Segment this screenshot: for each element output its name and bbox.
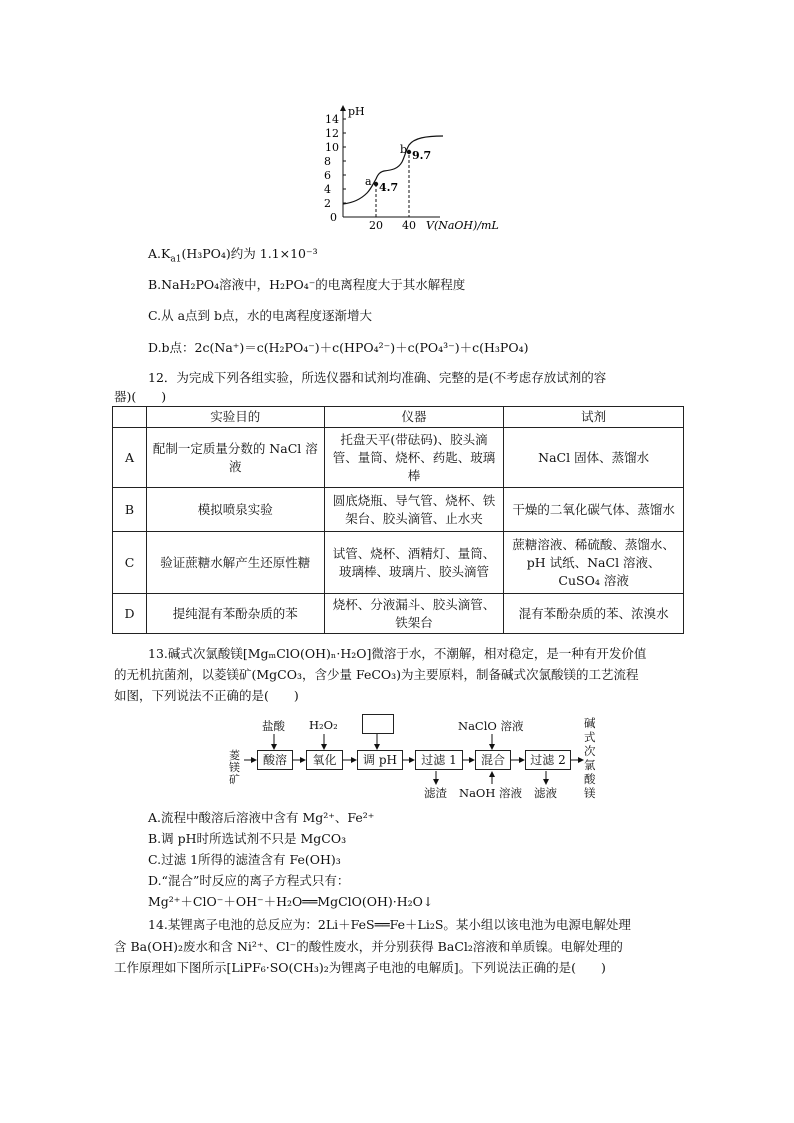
q11-option-a	[148, 246, 318, 268]
titration-graph	[0, 0, 794, 240]
flow-product: 碱式次氯酸镁	[584, 716, 596, 800]
q13-stem-line1: 13.碱式次氯酸镁[MgₘClO(OH)ₙ·H₂O]微溶于水，不潮解，相对稳定，是一种有开发价值	[148, 646, 647, 661]
flow-hcl: 盐酸	[262, 719, 285, 733]
x-tick-0: 0	[330, 211, 337, 224]
flow-naclo: NaClO 溶液	[458, 719, 524, 733]
flow-blank-box	[362, 714, 394, 734]
flow-step-oxidize: 氧化	[306, 750, 343, 770]
row-purpose: 模拟喷泉实验	[146, 488, 324, 532]
q11-option-b: B.NaH₂PO₄溶液中，H₂PO₄⁻的电离程度大于其水解程度	[148, 277, 466, 292]
flow-residue: 滤渣	[424, 786, 447, 800]
q13-option-a: A.流程中酸溶后溶液中含有 Mg²⁺、Fe²⁺	[148, 810, 375, 825]
row-reagents: NaCl 固体、蒸馏水	[504, 428, 684, 488]
flow-h2o2: H₂O₂	[309, 718, 338, 732]
flow-step-filter1: 过滤 1	[415, 750, 463, 770]
q13-stem-line3: 如图，下列说法不正确的是( )	[114, 688, 299, 703]
q12-table	[112, 406, 684, 634]
q11-a-rest: (H₃PO₄)约为 1.1×10⁻³	[181, 246, 318, 261]
flow-step-filter2: 过滤 2	[525, 750, 571, 770]
point-b-value: 9.7	[412, 149, 432, 162]
y-tick-4: 4	[324, 183, 331, 196]
row-instruments: 烧杯、分液漏斗、胶头滴管、铁架台	[324, 594, 504, 634]
table-row	[113, 594, 684, 634]
row-key: C	[113, 532, 147, 594]
point-a-marker	[374, 182, 378, 186]
y-label: pH	[348, 105, 365, 118]
x-tick-40: 40	[402, 219, 416, 232]
row-reagents: 干燥的二氧化碳气体、蒸馏水	[504, 488, 684, 532]
row-instruments: 试管、烧杯、酒精灯、量筒、玻璃棒、玻璃片、胶头滴管	[324, 532, 504, 594]
row-purpose: 提纯混有苯酚杂质的苯	[146, 594, 324, 634]
x-label: V(NaOH)/mL	[426, 219, 499, 232]
q13-stem-line2: 的无机抗菌剂，以菱镁矿(MgCO₃，含少量 FeCO₃)为主要原料，制备碱式次氯酸镁的工艺流程	[114, 667, 639, 682]
row-purpose: 验证蔗糖水解产生还原性糖	[146, 532, 324, 594]
q13-option-c: C.过滤 1所得的滤渣含有 Fe(OH)₃	[148, 852, 341, 867]
point-a-label: a	[365, 175, 372, 188]
table-row	[113, 428, 684, 488]
row-key: D	[113, 594, 147, 634]
x-tick-20: 20	[369, 219, 383, 232]
row-reagents: 蔗糖溶液、稀硫酸、蒸馏水、pH 试纸、NaCl 溶液、CuSO₄ 溶液	[504, 532, 684, 594]
header-reagents: 试剂	[504, 407, 684, 428]
q14-stem-line1: 14.某锂离子电池的总反应为：2Li＋FeS══Fe＋Li₂S。某小组以该电池为电源电解处理	[148, 917, 631, 932]
y-tick-14: 14	[325, 113, 339, 126]
table-row	[113, 532, 684, 594]
table-row	[113, 488, 684, 532]
table-header-row	[113, 407, 684, 428]
q12-stem-line2: 器)( )	[114, 389, 167, 404]
row-key: B	[113, 488, 147, 532]
y-tick-12: 12	[325, 127, 339, 140]
y-tick-2: 2	[324, 197, 331, 210]
q11-option-c: C.从 a点到 b点，水的电离程度逐渐增大	[148, 308, 372, 323]
q11-option-d: D.b点：2c(Na⁺)＝c(H₂PO₄⁻)＋c(HPO₄²⁻)＋c(PO₄³⁻)＋c(H₃PO₄)	[148, 340, 529, 355]
y-tick-10: 10	[325, 141, 339, 154]
q13-option-d: D.“混合”时反应的离子方程式只有：	[148, 873, 350, 888]
header-instruments: 仪器	[324, 407, 504, 428]
q11-a-prefix: A.K	[148, 246, 171, 261]
q12-stem-line1: 12．为完成下列各组实验，所选仪器和试剂均准确、完整的是(不考虑存放试剂的容	[148, 370, 607, 385]
flow-naoh: NaOH 溶液	[459, 786, 523, 800]
row-purpose: 配制一定质量分数的 NaCl 溶液	[146, 428, 324, 488]
flow-step-acid-dissolve: 酸溶	[257, 750, 293, 770]
row-instruments: 托盘天平(带砝码)、胶头滴管、量筒、烧杯、药匙、玻璃棒	[324, 428, 504, 488]
flow-step-adjust-ph: 调 pH	[357, 750, 403, 770]
header-key	[113, 407, 147, 428]
q13-option-d-equation: Mg²⁺＋ClO⁻＋OH⁻＋H₂O══MgClO(OH)·H₂O↓	[148, 894, 434, 909]
q13-option-b: B.调 pH时所选试剂不只是 MgCO₃	[148, 831, 347, 846]
point-b-marker	[407, 150, 411, 154]
y-tick-6: 6	[324, 169, 331, 182]
q11-a-sub: a1	[170, 254, 182, 265]
q14-stem-line3: 工作原理如下图所示[LiPF₆·SO(CH₃)₂为锂离子电池的电解质]。下列说法正确的是( )	[114, 960, 606, 975]
flow-raw-material: 菱镁矿	[229, 749, 240, 786]
row-reagents: 混有苯酚杂质的苯、浓溴水	[504, 594, 684, 634]
flow-filtrate: 滤液	[534, 786, 557, 800]
point-b-label: b	[400, 143, 408, 156]
point-a-value: 4.7	[379, 181, 399, 194]
header-purpose: 实验目的	[146, 407, 324, 428]
flow-step-mix: 混合	[475, 750, 511, 770]
row-instruments: 圆底烧瓶、导气管、烧杯、铁架台、胶头滴管、止水夹	[324, 488, 504, 532]
q14-stem-line2: 含 Ba(OH)₂废水和含 Ni²⁺、Cl⁻的酸性废水，并分别获得 BaCl₂溶液和单质镍。电解处理的	[114, 939, 623, 954]
y-tick-8: 8	[324, 155, 331, 168]
row-key: A	[113, 428, 147, 488]
